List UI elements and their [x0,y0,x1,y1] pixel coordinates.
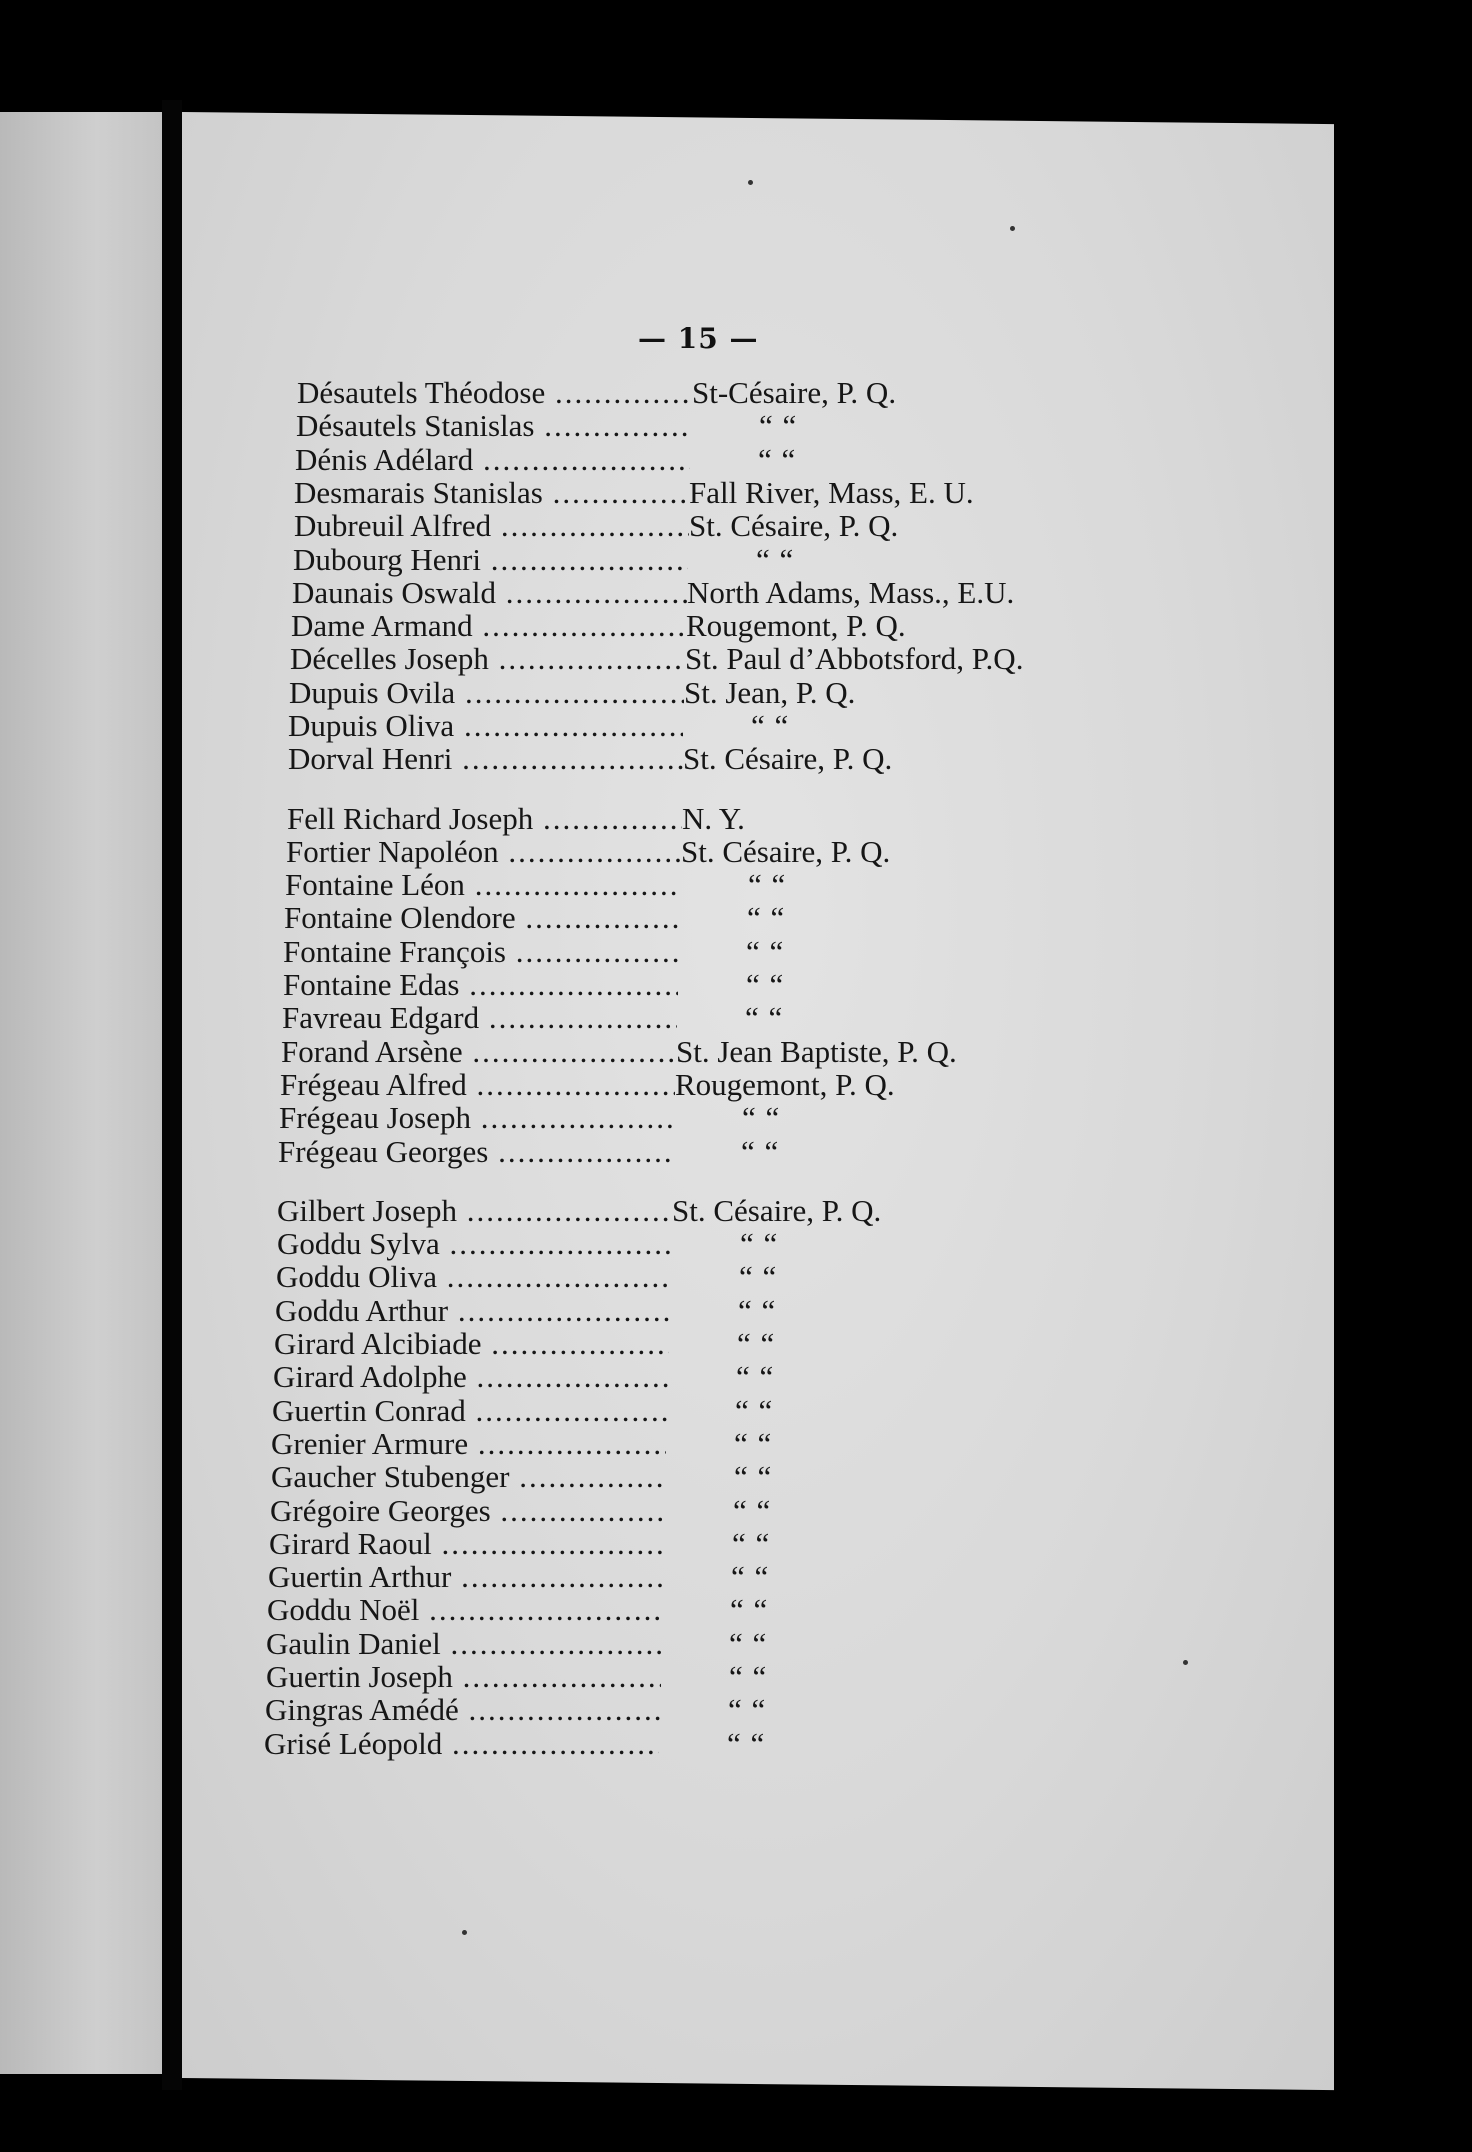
residence: “ “ [738,1293,777,1328]
residence: “ “ [733,1493,772,1528]
person-name: Grenier Armure ..... [271,1426,666,1462]
list-item [295,442,1110,478]
residence: “ “ [741,1134,780,1169]
list-item [294,475,1109,511]
residence: “ “ [730,1592,769,1627]
ink-speck [1183,1660,1188,1665]
person-name: Goddu Sylva ..... [277,1226,672,1262]
residence: “ “ [746,967,785,1002]
list-item [278,1134,1093,1170]
list-item [294,508,1109,544]
person-name: Guertin Conrad ..... [272,1393,667,1429]
residence: “ “ [728,1692,767,1727]
residence: St-Césaire, P. Q. [692,375,897,410]
person-name: Fontaine Léon ..... [285,867,680,903]
list-item [296,408,1111,444]
list-item [270,1493,1085,1529]
person-name: Dubreuil Alfred ..... [294,508,689,544]
person-name: Gaucher Stubenger ..... [271,1459,666,1495]
list-item [289,675,1104,711]
residence: St. Césaire, P. Q. [689,508,899,543]
list-item [265,1692,1080,1728]
person-name: Goddu Noël ..... [267,1592,662,1628]
list-item [284,900,1099,936]
person-name: Girard Alcibiade ..... [274,1326,669,1362]
residence: N. Y. [682,801,745,836]
person-name: Fontaine Olendore ..... [284,900,679,936]
residence: “ “ [759,408,798,443]
residence: St. Jean, P. Q. [684,675,856,710]
person-name: Goddu Arthur ..... [275,1293,670,1329]
person-name: Frégeau Georges ..... [278,1134,673,1170]
residence: “ “ [747,900,786,935]
list-item [293,542,1108,578]
person-name: Frégeau Joseph ..... [279,1100,674,1136]
list-item [269,1526,1084,1562]
person-name: Guertin Joseph ..... [266,1659,661,1695]
person-name: Dupuis Oliva ..... [288,708,683,744]
list-item [288,741,1103,777]
residence: St. Jean Baptiste, P. Q. [676,1034,957,1069]
list-item [283,934,1098,970]
person-name: Girard Adolphe ..... [273,1359,668,1395]
person-name: Fell Richard Joseph ..... [287,801,682,837]
list-item [268,1559,1083,1595]
residence: Rougemont, P. Q. [675,1067,895,1102]
person-name: Dupuis Ovila ..... [289,675,684,711]
person-name: Fontaine Edas ..... [283,967,678,1003]
person-name: Gilbert Joseph ..... [277,1193,672,1229]
residence: St. Césaire, P. Q. [683,741,893,776]
residence: “ “ [758,442,797,477]
list-item [267,1592,1082,1628]
list-item [288,708,1103,744]
list-item [281,1034,1096,1070]
person-name: Grégoire Georges ..... [270,1493,665,1529]
person-name: Dorval Henri ..... [288,741,683,777]
person-name: Desmarais Stanislas ..... [294,475,689,511]
list-item [292,575,1107,611]
residence: “ “ [731,1559,770,1594]
person-name: Dame Armand ..... [291,608,686,644]
list-item [274,1326,1089,1362]
person-name: Goddu Oliva ..... [276,1259,671,1295]
list-item [282,1000,1097,1036]
residence: “ “ [751,708,790,743]
residence: St. Césaire, P. Q. [672,1193,882,1228]
residence: Fall River, Mass, E. U. [689,475,974,510]
residence: “ “ [745,1000,784,1035]
person-name: Fontaine François ..... [283,934,678,970]
list-item [287,801,1102,837]
person-name: Favreau Edgard ..... [282,1000,677,1036]
residence: Rougemont, P. Q. [686,608,906,643]
list-item [277,1193,1092,1229]
residence: St. Paul d’Abbotsford, P.Q. [685,641,1024,676]
residence: “ “ [740,1226,779,1261]
person-name: Gaulin Daniel ..... [266,1626,661,1662]
list-item [285,867,1100,903]
ink-speck [462,1930,467,1935]
person-name: Girard Raoul ..... [269,1526,664,1562]
residence: North Adams, Mass., E.U. [687,575,1015,610]
person-name: Dénis Adélard ..... [295,442,690,478]
person-name: Frégeau Alfred ..... [280,1067,675,1103]
residence: “ “ [748,867,787,902]
list-item [272,1393,1087,1429]
person-name: Guertin Arthur ..... [268,1559,663,1595]
list-item [286,834,1101,870]
ink-speck [748,180,753,185]
residence: “ “ [729,1626,768,1661]
person-name: Dubourg Henri ..... [293,542,688,578]
list-item [277,1226,1092,1262]
residence: “ “ [746,934,785,969]
person-name: Grisé Léopold ..... [264,1726,659,1762]
list-item [280,1067,1095,1103]
list-item [297,375,1112,411]
list-item [264,1726,1079,1762]
person-name: Gingras Amédé ..... [265,1692,660,1728]
list-item [266,1659,1081,1695]
residence: “ “ [739,1259,778,1294]
residence: “ “ [736,1359,775,1394]
list-item [275,1293,1090,1329]
list-item [273,1359,1088,1395]
list-item [283,967,1098,1003]
person-name: Décelles Joseph ..... [290,641,685,677]
person-name: Désautels Théodose ..... [297,375,692,411]
person-name: Daunais Oswald ..... [292,575,687,611]
residence: St. Césaire, P. Q. [681,834,891,869]
ink-speck [1010,226,1015,231]
residence: “ “ [727,1726,766,1761]
residence: “ “ [735,1393,774,1428]
residence: “ “ [742,1100,781,1135]
list-item [276,1259,1091,1295]
person-name: Fortier Napoléon ..... [286,834,681,870]
list-item [291,608,1106,644]
residence: “ “ [729,1659,768,1694]
residence: “ “ [732,1526,771,1561]
person-name: Forand Arsène ..... [281,1034,676,1070]
list-item [266,1626,1081,1662]
residence: “ “ [737,1326,776,1361]
residence: “ “ [734,1426,773,1461]
list-item [290,641,1105,677]
list-item [271,1426,1086,1462]
residence: “ “ [756,542,795,577]
residence: “ “ [734,1459,773,1494]
person-name: Désautels Stanislas ..... [296,408,691,444]
page-number: — 15 — [638,322,759,355]
list-item [279,1100,1094,1136]
list-item [271,1459,1086,1495]
